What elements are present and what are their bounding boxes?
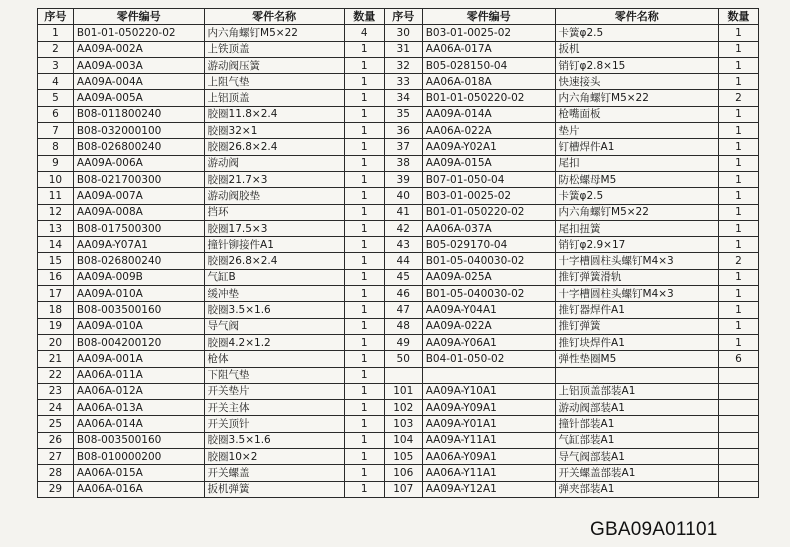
cell-qty: 1 (344, 74, 384, 90)
cell-code: B05-029170-04 (422, 237, 555, 253)
table-row (38, 367, 759, 383)
cell-qty: 1 (344, 449, 384, 465)
cell-name: 胶圈26.8×2.4 (204, 139, 344, 155)
cell-code: AA09A-015A (422, 155, 555, 171)
cell-seq: 22 (38, 367, 74, 383)
cell-seq: 101 (384, 383, 422, 399)
cell-name: 缓冲垫 (204, 286, 344, 302)
table-row (38, 106, 759, 122)
cell-code: AA09A-014A (422, 106, 555, 122)
cell-qty: 1 (344, 416, 384, 432)
cell-code: B08-011800240 (73, 106, 204, 122)
cell-name: 胶圈3.5×1.6 (204, 432, 344, 448)
cell-name: 开关顶针 (204, 416, 344, 432)
cell-seq: 11 (38, 188, 74, 204)
cell-name: 胶圈17.5×3 (204, 220, 344, 236)
cell-seq: 39 (384, 171, 422, 187)
cell-qty: 1 (344, 123, 384, 139)
cell-code: AA06A-Y11A1 (422, 465, 555, 481)
table-row (38, 41, 759, 57)
cell-seq: 28 (38, 465, 74, 481)
cell-code: AA09A-004A (73, 74, 204, 90)
cell-seq: 15 (38, 253, 74, 269)
cell-seq: 27 (38, 449, 74, 465)
cell-code: AA06A-037A (422, 220, 555, 236)
table-row (38, 25, 759, 41)
table-row (38, 318, 759, 334)
table-row (38, 400, 759, 416)
cell-name: 开关螺盖 (204, 465, 344, 481)
cell-seq: 31 (384, 41, 422, 57)
cell-name: 快速接头 (555, 74, 718, 90)
cell-name: 推钉弹簧滑轨 (555, 269, 718, 285)
cell-qty (718, 400, 758, 416)
cell-seq: 18 (38, 302, 74, 318)
cell-seq: 105 (384, 449, 422, 465)
cell-code: AA06A-011A (73, 367, 204, 383)
cell-seq: 24 (38, 400, 74, 416)
header-qty: 数量 (718, 9, 758, 25)
header-qty: 数量 (344, 9, 384, 25)
cell-seq: 35 (384, 106, 422, 122)
cell-code: AA09A-025A (422, 269, 555, 285)
cell-code: B08-003500160 (73, 432, 204, 448)
cell-code: AA06A-022A (422, 123, 555, 139)
cell-qty: 1 (344, 351, 384, 367)
cell-code: B08-026800240 (73, 253, 204, 269)
cell-qty: 1 (344, 286, 384, 302)
cell-code: AA09A-006A (73, 155, 204, 171)
table-row (38, 334, 759, 350)
cell-qty: 1 (344, 481, 384, 497)
cell-qty: 1 (344, 237, 384, 253)
header-seq: 序号 (384, 9, 422, 25)
table-row (38, 302, 759, 318)
cell-seq: 106 (384, 465, 422, 481)
cell-qty (718, 432, 758, 448)
cell-qty: 1 (344, 188, 384, 204)
table-row (38, 465, 759, 481)
cell-qty: 1 (718, 106, 758, 122)
cell-qty: 1 (344, 139, 384, 155)
cell-code: AA06A-016A (73, 481, 204, 497)
cell-name: 销钉φ2.9×17 (555, 237, 718, 253)
cell-name: 气缸B (204, 269, 344, 285)
table-row (38, 416, 759, 432)
cell-seq: 43 (384, 237, 422, 253)
cell-code: B08-017500300 (73, 220, 204, 236)
cell-code: B01-01-050220-02 (422, 204, 555, 220)
cell-code: AA06A-012A (73, 383, 204, 399)
cell-qty: 1 (718, 237, 758, 253)
table-header-row (38, 9, 759, 25)
cell-qty (718, 465, 758, 481)
cell-code: AA09A-Y07A1 (73, 237, 204, 253)
cell-code: AA09A-009B (73, 269, 204, 285)
cell-name: 胶圈3.5×1.6 (204, 302, 344, 318)
cell-seq: 9 (38, 155, 74, 171)
header-code: 零件编号 (422, 9, 555, 25)
cell-seq: 41 (384, 204, 422, 220)
cell-code: AA06A-017A (422, 41, 555, 57)
cell-seq: 103 (384, 416, 422, 432)
table-row (38, 155, 759, 171)
cell-qty: 1 (718, 318, 758, 334)
cell-qty: 1 (718, 25, 758, 41)
cell-code: B08-010000200 (73, 449, 204, 465)
cell-seq: 48 (384, 318, 422, 334)
cell-name: 胶圈10×2 (204, 449, 344, 465)
cell-name: 游动阀胶垫 (204, 188, 344, 204)
cell-qty: 1 (344, 155, 384, 171)
table-body (38, 25, 759, 498)
cell-code: AA09A-Y11A1 (422, 432, 555, 448)
cell-qty: 1 (344, 432, 384, 448)
parts-list-table (37, 8, 759, 498)
cell-name: 胶圈11.8×2.4 (204, 106, 344, 122)
cell-seq: 8 (38, 139, 74, 155)
cell-qty (718, 449, 758, 465)
table-row (38, 139, 759, 155)
cell-name: 撞针部装A1 (555, 416, 718, 432)
cell-name: 游动阀压簧 (204, 57, 344, 73)
cell-qty: 1 (344, 253, 384, 269)
cell-code: AA06A-015A (73, 465, 204, 481)
cell-name: 垫片 (555, 123, 718, 139)
cell-seq: 17 (38, 286, 74, 302)
table-row (38, 204, 759, 220)
cell-seq: 104 (384, 432, 422, 448)
cell-seq: 40 (384, 188, 422, 204)
cell-name: 推钉块焊件A1 (555, 334, 718, 350)
cell-seq: 36 (384, 123, 422, 139)
cell-qty: 1 (344, 383, 384, 399)
cell-code: AA06A-014A (73, 416, 204, 432)
cell-name: 内六角螺钉M5×22 (204, 25, 344, 41)
cell-qty: 1 (344, 57, 384, 73)
cell-qty: 1 (718, 188, 758, 204)
cell-seq: 5 (38, 90, 74, 106)
cell-seq: 50 (384, 351, 422, 367)
cell-code: AA09A-Y02A1 (422, 139, 555, 155)
table-row (38, 237, 759, 253)
cell-seq: 4 (38, 74, 74, 90)
cell-qty: 1 (344, 204, 384, 220)
cell-name: 扳机 (555, 41, 718, 57)
cell-code: B04-01-050-02 (422, 351, 555, 367)
cell-qty: 1 (718, 155, 758, 171)
header-code: 零件编号 (73, 9, 204, 25)
cell-code: AA09A-007A (73, 188, 204, 204)
cell-name: 枪体 (204, 351, 344, 367)
cell-seq (384, 367, 422, 383)
cell-name: 上阻气垫 (204, 74, 344, 90)
header-seq: 序号 (38, 9, 74, 25)
cell-code: AA09A-Y04A1 (422, 302, 555, 318)
cell-qty: 1 (344, 90, 384, 106)
cell-code: AA09A-003A (73, 57, 204, 73)
header-name: 零件名称 (555, 9, 718, 25)
cell-seq: 2 (38, 41, 74, 57)
cell-seq: 29 (38, 481, 74, 497)
cell-name: 内六角螺钉M5×22 (555, 90, 718, 106)
cell-qty: 1 (718, 220, 758, 236)
table-row (38, 220, 759, 236)
cell-name: 内六角螺钉M5×22 (555, 204, 718, 220)
cell-seq: 7 (38, 123, 74, 139)
cell-name (555, 367, 718, 383)
cell-name: 十字槽圆柱头螺钉M4×3 (555, 253, 718, 269)
cell-name: 卡簧φ2.5 (555, 25, 718, 41)
table-row (38, 432, 759, 448)
drawing-code-label: GBA09A01101 (590, 519, 718, 540)
cell-code: B08-004200120 (73, 334, 204, 350)
cell-seq: 10 (38, 171, 74, 187)
cell-code: AA06A-018A (422, 74, 555, 90)
cell-code: B08-032000100 (73, 123, 204, 139)
cell-qty: 1 (344, 318, 384, 334)
cell-seq: 45 (384, 269, 422, 285)
cell-seq: 34 (384, 90, 422, 106)
cell-seq: 23 (38, 383, 74, 399)
table-row (38, 171, 759, 187)
cell-name: 推钉弹簧 (555, 318, 718, 334)
cell-name: 游动阀部装A1 (555, 400, 718, 416)
cell-name: 弹夹部装A1 (555, 481, 718, 497)
cell-seq: 30 (384, 25, 422, 41)
cell-qty: 1 (718, 302, 758, 318)
cell-code: B03-01-0025-02 (422, 188, 555, 204)
cell-name: 胶圈26.8×2.4 (204, 253, 344, 269)
cell-seq: 38 (384, 155, 422, 171)
cell-qty: 1 (718, 123, 758, 139)
cell-name: 开关螺盖部装A1 (555, 465, 718, 481)
cell-code: AA06A-Y09A1 (422, 449, 555, 465)
cell-name: 弹性垫圈M5 (555, 351, 718, 367)
cell-name: 推钉器焊件A1 (555, 302, 718, 318)
cell-code: AA09A-008A (73, 204, 204, 220)
cell-seq: 42 (384, 220, 422, 236)
cell-name: 枪嘴面板 (555, 106, 718, 122)
cell-seq: 44 (384, 253, 422, 269)
cell-code: B08-003500160 (73, 302, 204, 318)
cell-seq: 49 (384, 334, 422, 350)
cell-qty: 1 (718, 74, 758, 90)
cell-seq: 14 (38, 237, 74, 253)
cell-seq: 1 (38, 25, 74, 41)
cell-qty: 1 (718, 57, 758, 73)
cell-code (422, 367, 555, 383)
cell-seq: 12 (38, 204, 74, 220)
cell-name: 胶圈21.7×3 (204, 171, 344, 187)
cell-name: 卡簧φ2.5 (555, 188, 718, 204)
cell-qty (718, 481, 758, 497)
cell-qty: 4 (344, 25, 384, 41)
cell-seq: 47 (384, 302, 422, 318)
cell-name: 上铁顶盖 (204, 41, 344, 57)
cell-code: AA09A-Y06A1 (422, 334, 555, 350)
cell-code: B07-01-050-04 (422, 171, 555, 187)
cell-qty: 1 (344, 302, 384, 318)
cell-seq: 33 (384, 74, 422, 90)
cell-qty (718, 367, 758, 383)
cell-name: 挡环 (204, 204, 344, 220)
cell-name: 导气阀部装A1 (555, 449, 718, 465)
cell-qty (718, 383, 758, 399)
cell-seq: 26 (38, 432, 74, 448)
cell-seq: 21 (38, 351, 74, 367)
cell-qty: 2 (718, 90, 758, 106)
table-row (38, 123, 759, 139)
table-row (38, 253, 759, 269)
table-row (38, 57, 759, 73)
cell-qty: 1 (718, 269, 758, 285)
cell-name: 胶圈4.2×1.2 (204, 334, 344, 350)
cell-qty: 1 (718, 286, 758, 302)
cell-name: 下阻气垫 (204, 367, 344, 383)
cell-name: 开关垫片 (204, 383, 344, 399)
cell-qty: 1 (718, 139, 758, 155)
cell-name: 上铝顶盖部装A1 (555, 383, 718, 399)
cell-seq: 16 (38, 269, 74, 285)
cell-code: AA09A-002A (73, 41, 204, 57)
cell-code: B01-01-050220-02 (422, 90, 555, 106)
cell-qty: 1 (344, 41, 384, 57)
cell-seq: 13 (38, 220, 74, 236)
header-name: 零件名称 (204, 9, 344, 25)
table-row (38, 351, 759, 367)
cell-seq: 32 (384, 57, 422, 73)
cell-name: 胶圈32×1 (204, 123, 344, 139)
cell-seq: 3 (38, 57, 74, 73)
cell-code: AA09A-Y10A1 (422, 383, 555, 399)
table-row (38, 449, 759, 465)
table-row (38, 74, 759, 90)
cell-seq: 6 (38, 106, 74, 122)
cell-name: 尾扣 (555, 155, 718, 171)
cell-code: AA09A-Y01A1 (422, 416, 555, 432)
cell-name: 销钉φ2.8×15 (555, 57, 718, 73)
cell-qty: 1 (718, 334, 758, 350)
cell-code: AA09A-Y12A1 (422, 481, 555, 497)
cell-seq: 19 (38, 318, 74, 334)
cell-qty: 1 (344, 367, 384, 383)
table-row (38, 188, 759, 204)
cell-code: B01-05-040030-02 (422, 286, 555, 302)
table-row (38, 286, 759, 302)
table-row (38, 383, 759, 399)
cell-name: 十字槽圆柱头螺钉M4×3 (555, 286, 718, 302)
cell-code: B03-01-0025-02 (422, 25, 555, 41)
cell-seq: 25 (38, 416, 74, 432)
cell-qty: 1 (718, 204, 758, 220)
cell-qty: 6 (718, 351, 758, 367)
cell-qty: 1 (344, 269, 384, 285)
cell-name: 扳机弹簧 (204, 481, 344, 497)
cell-qty: 1 (344, 220, 384, 236)
cell-qty: 1 (344, 465, 384, 481)
cell-qty: 1 (718, 171, 758, 187)
cell-code: B01-01-050220-02 (73, 25, 204, 41)
cell-code: B08-026800240 (73, 139, 204, 155)
cell-name: 钉槽焊件A1 (555, 139, 718, 155)
cell-qty (718, 416, 758, 432)
cell-code: AA09A-005A (73, 90, 204, 106)
cell-qty: 1 (344, 400, 384, 416)
cell-code: B01-05-040030-02 (422, 253, 555, 269)
cell-name: 上铝顶盖 (204, 90, 344, 106)
cell-name: 导气阀 (204, 318, 344, 334)
cell-seq: 102 (384, 400, 422, 416)
cell-qty: 1 (344, 334, 384, 350)
cell-name: 撞针铆接件A1 (204, 237, 344, 253)
cell-qty: 1 (344, 171, 384, 187)
cell-code: AA09A-022A (422, 318, 555, 334)
cell-qty: 1 (718, 41, 758, 57)
table-row (38, 481, 759, 497)
cell-name: 游动阀 (204, 155, 344, 171)
cell-code: B05-028150-04 (422, 57, 555, 73)
cell-name: 防松螺母M5 (555, 171, 718, 187)
cell-seq: 37 (384, 139, 422, 155)
cell-code: AA09A-010A (73, 318, 204, 334)
cell-name: 开关主体 (204, 400, 344, 416)
cell-seq: 20 (38, 334, 74, 350)
cell-code: AA06A-013A (73, 400, 204, 416)
cell-code: AA09A-010A (73, 286, 204, 302)
cell-qty: 1 (344, 106, 384, 122)
table-row (38, 269, 759, 285)
cell-qty: 2 (718, 253, 758, 269)
table-row (38, 90, 759, 106)
cell-seq: 46 (384, 286, 422, 302)
cell-code: AA09A-Y09A1 (422, 400, 555, 416)
cell-seq: 107 (384, 481, 422, 497)
cell-name: 气缸部装A1 (555, 432, 718, 448)
cell-name: 尾扣扭簧 (555, 220, 718, 236)
cell-code: B08-021700300 (73, 171, 204, 187)
cell-code: AA09A-001A (73, 351, 204, 367)
